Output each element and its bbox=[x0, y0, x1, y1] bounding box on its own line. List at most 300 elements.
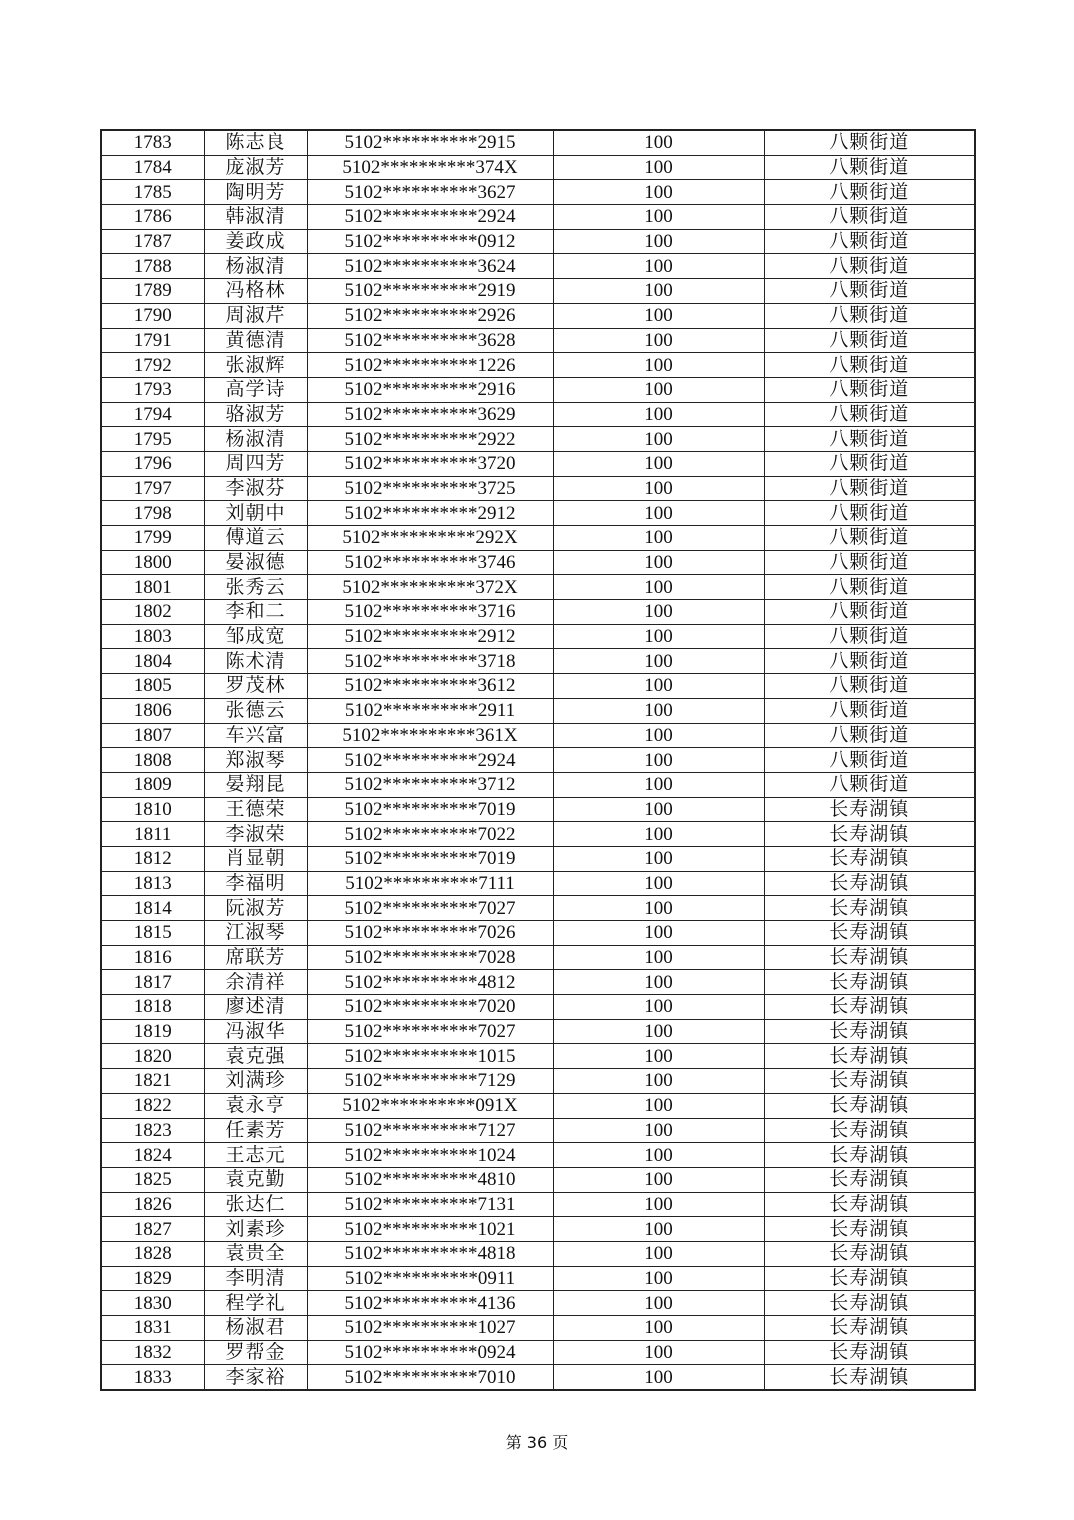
amount-cell: 100 bbox=[553, 723, 764, 748]
id-number-cell: 5102**********7111 bbox=[307, 871, 553, 896]
name-cell: 张达仁 bbox=[204, 1192, 307, 1217]
table-row bbox=[101, 649, 975, 674]
id-number-cell: 5102**********292X bbox=[307, 526, 553, 551]
name-cell: 袁克强 bbox=[204, 1044, 307, 1069]
area-cell: 长寿湖镇 bbox=[764, 945, 975, 970]
name-cell: 陈术清 bbox=[204, 649, 307, 674]
area-cell: 长寿湖镇 bbox=[764, 995, 975, 1020]
row-number-cell: 1815 bbox=[101, 921, 204, 946]
row-number-cell: 1788 bbox=[101, 254, 204, 279]
name-cell: 刘素珍 bbox=[204, 1217, 307, 1242]
amount-cell: 100 bbox=[553, 945, 764, 970]
name-cell: 张德云 bbox=[204, 698, 307, 723]
id-number-cell: 5102**********3720 bbox=[307, 451, 553, 476]
area-cell: 八颗街道 bbox=[764, 328, 975, 353]
name-cell: 李明清 bbox=[204, 1266, 307, 1291]
area-cell: 长寿湖镇 bbox=[764, 1118, 975, 1143]
name-cell: 骆淑芳 bbox=[204, 402, 307, 427]
amount-cell: 100 bbox=[553, 205, 764, 230]
amount-cell: 100 bbox=[553, 1316, 764, 1341]
amount-cell: 100 bbox=[553, 575, 764, 600]
amount-cell: 100 bbox=[553, 501, 764, 526]
row-number-cell: 1795 bbox=[101, 427, 204, 452]
name-cell: 李福明 bbox=[204, 871, 307, 896]
id-number-cell: 5102**********7019 bbox=[307, 846, 553, 871]
name-cell: 席联芳 bbox=[204, 945, 307, 970]
id-number-cell: 5102**********1015 bbox=[307, 1044, 553, 1069]
id-number-cell: 5102**********7028 bbox=[307, 945, 553, 970]
row-number-cell: 1821 bbox=[101, 1069, 204, 1094]
row-number-cell: 1811 bbox=[101, 822, 204, 847]
area-cell: 长寿湖镇 bbox=[764, 797, 975, 822]
table-row bbox=[101, 1241, 975, 1266]
area-cell: 八颗街道 bbox=[764, 229, 975, 254]
row-number-cell: 1816 bbox=[101, 945, 204, 970]
amount-cell: 100 bbox=[553, 748, 764, 773]
id-number-cell: 5102**********3624 bbox=[307, 254, 553, 279]
name-cell: 任素芳 bbox=[204, 1118, 307, 1143]
amount-cell: 100 bbox=[553, 995, 764, 1020]
row-number-cell: 1809 bbox=[101, 772, 204, 797]
name-cell: 王志元 bbox=[204, 1143, 307, 1168]
id-number-cell: 5102**********7127 bbox=[307, 1118, 553, 1143]
table-row bbox=[101, 303, 975, 328]
id-number-cell: 5102**********4812 bbox=[307, 970, 553, 995]
name-cell: 袁贵全 bbox=[204, 1241, 307, 1266]
id-number-cell: 5102**********3716 bbox=[307, 600, 553, 625]
row-number-cell: 1822 bbox=[101, 1093, 204, 1118]
name-cell: 晏淑德 bbox=[204, 550, 307, 575]
table-row bbox=[101, 1340, 975, 1365]
name-cell: 张秀云 bbox=[204, 575, 307, 600]
row-number-cell: 1798 bbox=[101, 501, 204, 526]
name-cell: 刘满珍 bbox=[204, 1069, 307, 1094]
area-cell: 长寿湖镇 bbox=[764, 846, 975, 871]
name-cell: 袁克勤 bbox=[204, 1167, 307, 1192]
amount-cell: 100 bbox=[553, 550, 764, 575]
id-number-cell: 5102**********4818 bbox=[307, 1241, 553, 1266]
name-cell: 冯格林 bbox=[204, 279, 307, 304]
area-cell: 长寿湖镇 bbox=[764, 1093, 975, 1118]
id-number-cell: 5102**********2912 bbox=[307, 624, 553, 649]
roster-table bbox=[100, 129, 976, 1391]
name-cell: 车兴富 bbox=[204, 723, 307, 748]
row-number-cell: 1799 bbox=[101, 526, 204, 551]
id-number-cell: 5102**********2922 bbox=[307, 427, 553, 452]
area-cell: 长寿湖镇 bbox=[764, 1266, 975, 1291]
amount-cell: 100 bbox=[553, 1291, 764, 1316]
area-cell: 八颗街道 bbox=[764, 748, 975, 773]
area-cell: 长寿湖镇 bbox=[764, 1192, 975, 1217]
name-cell: 周淑芹 bbox=[204, 303, 307, 328]
amount-cell: 100 bbox=[553, 1118, 764, 1143]
amount-cell: 100 bbox=[553, 155, 764, 180]
table-row bbox=[101, 1266, 975, 1291]
id-number-cell: 5102**********2912 bbox=[307, 501, 553, 526]
page-number: 第 36 页 bbox=[505, 1433, 569, 1452]
table-row bbox=[101, 427, 975, 452]
amount-cell: 100 bbox=[553, 674, 764, 699]
name-cell: 黄德清 bbox=[204, 328, 307, 353]
area-cell: 长寿湖镇 bbox=[764, 1365, 975, 1390]
name-cell: 李淑荣 bbox=[204, 822, 307, 847]
name-cell: 庞淑芳 bbox=[204, 155, 307, 180]
row-number-cell: 1785 bbox=[101, 180, 204, 205]
area-cell: 八颗街道 bbox=[764, 526, 975, 551]
id-number-cell: 5102**********4136 bbox=[307, 1291, 553, 1316]
area-cell: 长寿湖镇 bbox=[764, 1316, 975, 1341]
table-row bbox=[101, 1316, 975, 1341]
row-number-cell: 1806 bbox=[101, 698, 204, 723]
area-cell: 八颗街道 bbox=[764, 550, 975, 575]
name-cell: 姜政成 bbox=[204, 229, 307, 254]
area-cell: 八颗街道 bbox=[764, 476, 975, 501]
id-number-cell: 5102**********2915 bbox=[307, 130, 553, 155]
area-cell: 长寿湖镇 bbox=[764, 921, 975, 946]
area-cell: 长寿湖镇 bbox=[764, 871, 975, 896]
name-cell: 韩淑清 bbox=[204, 205, 307, 230]
name-cell: 李淑芬 bbox=[204, 476, 307, 501]
id-number-cell: 5102**********3725 bbox=[307, 476, 553, 501]
row-number-cell: 1789 bbox=[101, 279, 204, 304]
table-row bbox=[101, 995, 975, 1020]
area-cell: 八颗街道 bbox=[764, 254, 975, 279]
table-row bbox=[101, 1118, 975, 1143]
row-number-cell: 1828 bbox=[101, 1241, 204, 1266]
name-cell: 冯淑华 bbox=[204, 1019, 307, 1044]
area-cell: 长寿湖镇 bbox=[764, 822, 975, 847]
area-cell: 八颗街道 bbox=[764, 698, 975, 723]
table-row bbox=[101, 1143, 975, 1168]
table-row bbox=[101, 748, 975, 773]
area-cell: 长寿湖镇 bbox=[764, 1291, 975, 1316]
amount-cell: 100 bbox=[553, 649, 764, 674]
row-number-cell: 1784 bbox=[101, 155, 204, 180]
row-number-cell: 1803 bbox=[101, 624, 204, 649]
name-cell: 邹成宽 bbox=[204, 624, 307, 649]
area-cell: 八颗街道 bbox=[764, 353, 975, 378]
area-cell: 八颗街道 bbox=[764, 279, 975, 304]
id-number-cell: 5102**********7026 bbox=[307, 921, 553, 946]
id-number-cell: 5102**********7022 bbox=[307, 822, 553, 847]
row-number-cell: 1823 bbox=[101, 1118, 204, 1143]
amount-cell: 100 bbox=[553, 698, 764, 723]
amount-cell: 100 bbox=[553, 427, 764, 452]
id-number-cell: 5102**********4810 bbox=[307, 1167, 553, 1192]
table-row bbox=[101, 402, 975, 427]
amount-cell: 100 bbox=[553, 1217, 764, 1242]
table-row bbox=[101, 575, 975, 600]
id-number-cell: 5102**********3628 bbox=[307, 328, 553, 353]
row-number-cell: 1813 bbox=[101, 871, 204, 896]
amount-cell: 100 bbox=[553, 180, 764, 205]
table-row bbox=[101, 130, 975, 155]
id-number-cell: 5102**********3612 bbox=[307, 674, 553, 699]
area-cell: 长寿湖镇 bbox=[764, 1340, 975, 1365]
name-cell: 江淑琴 bbox=[204, 921, 307, 946]
amount-cell: 100 bbox=[553, 254, 764, 279]
amount-cell: 100 bbox=[553, 1069, 764, 1094]
name-cell: 罗茂林 bbox=[204, 674, 307, 699]
id-number-cell: 5102**********3712 bbox=[307, 772, 553, 797]
table-row bbox=[101, 451, 975, 476]
amount-cell: 100 bbox=[553, 328, 764, 353]
id-number-cell: 5102**********2911 bbox=[307, 698, 553, 723]
area-cell: 八颗街道 bbox=[764, 600, 975, 625]
row-number-cell: 1794 bbox=[101, 402, 204, 427]
row-number-cell: 1820 bbox=[101, 1044, 204, 1069]
area-cell: 长寿湖镇 bbox=[764, 1069, 975, 1094]
name-cell: 袁永亨 bbox=[204, 1093, 307, 1118]
table-row bbox=[101, 674, 975, 699]
name-cell: 刘朝中 bbox=[204, 501, 307, 526]
name-cell: 陈志良 bbox=[204, 130, 307, 155]
row-number-cell: 1783 bbox=[101, 130, 204, 155]
area-cell: 八颗街道 bbox=[764, 575, 975, 600]
row-number-cell: 1812 bbox=[101, 846, 204, 871]
table-row bbox=[101, 476, 975, 501]
area-cell: 八颗街道 bbox=[764, 180, 975, 205]
amount-cell: 100 bbox=[553, 353, 764, 378]
name-cell: 程学礼 bbox=[204, 1291, 307, 1316]
name-cell: 傅道云 bbox=[204, 526, 307, 551]
id-number-cell: 5102**********372X bbox=[307, 575, 553, 600]
amount-cell: 100 bbox=[553, 130, 764, 155]
area-cell: 长寿湖镇 bbox=[764, 1217, 975, 1242]
id-number-cell: 5102**********7131 bbox=[307, 1192, 553, 1217]
row-number-cell: 1808 bbox=[101, 748, 204, 773]
id-number-cell: 5102**********1021 bbox=[307, 1217, 553, 1242]
row-number-cell: 1804 bbox=[101, 649, 204, 674]
row-number-cell: 1819 bbox=[101, 1019, 204, 1044]
id-number-cell: 5102**********1024 bbox=[307, 1143, 553, 1168]
amount-cell: 100 bbox=[553, 921, 764, 946]
amount-cell: 100 bbox=[553, 402, 764, 427]
amount-cell: 100 bbox=[553, 1167, 764, 1192]
area-cell: 长寿湖镇 bbox=[764, 1044, 975, 1069]
table-row bbox=[101, 205, 975, 230]
row-number-cell: 1814 bbox=[101, 896, 204, 921]
table-row bbox=[101, 1192, 975, 1217]
row-number-cell: 1832 bbox=[101, 1340, 204, 1365]
table-row bbox=[101, 526, 975, 551]
row-number-cell: 1787 bbox=[101, 229, 204, 254]
name-cell: 张淑辉 bbox=[204, 353, 307, 378]
amount-cell: 100 bbox=[553, 1241, 764, 1266]
row-number-cell: 1807 bbox=[101, 723, 204, 748]
table-row bbox=[101, 1217, 975, 1242]
amount-cell: 100 bbox=[553, 1044, 764, 1069]
table-row bbox=[101, 970, 975, 995]
row-number-cell: 1830 bbox=[101, 1291, 204, 1316]
table-row bbox=[101, 1093, 975, 1118]
row-number-cell: 1825 bbox=[101, 1167, 204, 1192]
amount-cell: 100 bbox=[553, 970, 764, 995]
id-number-cell: 5102**********2926 bbox=[307, 303, 553, 328]
name-cell: 廖述清 bbox=[204, 995, 307, 1020]
amount-cell: 100 bbox=[553, 797, 764, 822]
amount-cell: 100 bbox=[553, 229, 764, 254]
row-number-cell: 1817 bbox=[101, 970, 204, 995]
table-row bbox=[101, 871, 975, 896]
row-number-cell: 1818 bbox=[101, 995, 204, 1020]
table-row bbox=[101, 501, 975, 526]
id-number-cell: 5102**********7019 bbox=[307, 797, 553, 822]
amount-cell: 100 bbox=[553, 1192, 764, 1217]
area-cell: 八颗街道 bbox=[764, 427, 975, 452]
table-row bbox=[101, 254, 975, 279]
name-cell: 陶明芳 bbox=[204, 180, 307, 205]
table-row bbox=[101, 1019, 975, 1044]
amount-cell: 100 bbox=[553, 600, 764, 625]
name-cell: 郑淑琴 bbox=[204, 748, 307, 773]
area-cell: 长寿湖镇 bbox=[764, 1019, 975, 1044]
id-number-cell: 5102**********7027 bbox=[307, 896, 553, 921]
table-row bbox=[101, 723, 975, 748]
row-number-cell: 1805 bbox=[101, 674, 204, 699]
row-number-cell: 1833 bbox=[101, 1365, 204, 1390]
area-cell: 长寿湖镇 bbox=[764, 1143, 975, 1168]
table-row bbox=[101, 180, 975, 205]
id-number-cell: 5102**********0924 bbox=[307, 1340, 553, 1365]
roster-table-body bbox=[101, 130, 975, 1390]
row-number-cell: 1792 bbox=[101, 353, 204, 378]
id-number-cell: 5102**********7129 bbox=[307, 1069, 553, 1094]
row-number-cell: 1831 bbox=[101, 1316, 204, 1341]
amount-cell: 100 bbox=[553, 451, 764, 476]
area-cell: 八颗街道 bbox=[764, 451, 975, 476]
amount-cell: 100 bbox=[553, 896, 764, 921]
table-row bbox=[101, 600, 975, 625]
amount-cell: 100 bbox=[553, 772, 764, 797]
amount-cell: 100 bbox=[553, 871, 764, 896]
name-cell: 肖显朝 bbox=[204, 846, 307, 871]
id-number-cell: 5102**********1027 bbox=[307, 1316, 553, 1341]
name-cell: 高学诗 bbox=[204, 377, 307, 402]
table-row bbox=[101, 846, 975, 871]
row-number-cell: 1797 bbox=[101, 476, 204, 501]
id-number-cell: 5102**********7010 bbox=[307, 1365, 553, 1390]
name-cell: 晏翔昆 bbox=[204, 772, 307, 797]
table-row bbox=[101, 698, 975, 723]
name-cell: 杨淑清 bbox=[204, 427, 307, 452]
table-row bbox=[101, 1044, 975, 1069]
table-row bbox=[101, 772, 975, 797]
amount-cell: 100 bbox=[553, 822, 764, 847]
table-row bbox=[101, 896, 975, 921]
area-cell: 八颗街道 bbox=[764, 674, 975, 699]
row-number-cell: 1826 bbox=[101, 1192, 204, 1217]
table-row bbox=[101, 624, 975, 649]
id-number-cell: 5102**********2924 bbox=[307, 748, 553, 773]
table-row bbox=[101, 1291, 975, 1316]
amount-cell: 100 bbox=[553, 1340, 764, 1365]
row-number-cell: 1802 bbox=[101, 600, 204, 625]
area-cell: 八颗街道 bbox=[764, 130, 975, 155]
id-number-cell: 5102**********2916 bbox=[307, 377, 553, 402]
id-number-cell: 5102**********3629 bbox=[307, 402, 553, 427]
area-cell: 长寿湖镇 bbox=[764, 970, 975, 995]
area-cell: 八颗街道 bbox=[764, 649, 975, 674]
amount-cell: 100 bbox=[553, 1365, 764, 1390]
name-cell: 罗帮金 bbox=[204, 1340, 307, 1365]
area-cell: 八颗街道 bbox=[764, 723, 975, 748]
table-row bbox=[101, 1069, 975, 1094]
area-cell: 长寿湖镇 bbox=[764, 1167, 975, 1192]
name-cell: 李和二 bbox=[204, 600, 307, 625]
amount-cell: 100 bbox=[553, 1266, 764, 1291]
name-cell: 李家裕 bbox=[204, 1365, 307, 1390]
amount-cell: 100 bbox=[553, 526, 764, 551]
id-number-cell: 5102**********7027 bbox=[307, 1019, 553, 1044]
area-cell: 长寿湖镇 bbox=[764, 896, 975, 921]
area-cell: 八颗街道 bbox=[764, 402, 975, 427]
id-number-cell: 5102**********3746 bbox=[307, 550, 553, 575]
name-cell: 周四芳 bbox=[204, 451, 307, 476]
id-number-cell: 5102**********3718 bbox=[307, 649, 553, 674]
area-cell: 八颗街道 bbox=[764, 772, 975, 797]
table-row bbox=[101, 550, 975, 575]
row-number-cell: 1824 bbox=[101, 1143, 204, 1168]
table-row bbox=[101, 155, 975, 180]
row-number-cell: 1810 bbox=[101, 797, 204, 822]
amount-cell: 100 bbox=[553, 846, 764, 871]
id-number-cell: 5102**********7020 bbox=[307, 995, 553, 1020]
row-number-cell: 1829 bbox=[101, 1266, 204, 1291]
area-cell: 八颗街道 bbox=[764, 205, 975, 230]
table-row bbox=[101, 1365, 975, 1390]
table-row bbox=[101, 229, 975, 254]
row-number-cell: 1801 bbox=[101, 575, 204, 600]
id-number-cell: 5102**********2924 bbox=[307, 205, 553, 230]
id-number-cell: 5102**********2919 bbox=[307, 279, 553, 304]
amount-cell: 100 bbox=[553, 476, 764, 501]
name-cell: 阮淑芳 bbox=[204, 896, 307, 921]
name-cell: 王德荣 bbox=[204, 797, 307, 822]
amount-cell: 100 bbox=[553, 279, 764, 304]
table-row bbox=[101, 921, 975, 946]
area-cell: 八颗街道 bbox=[764, 377, 975, 402]
row-number-cell: 1796 bbox=[101, 451, 204, 476]
id-number-cell: 5102**********0911 bbox=[307, 1266, 553, 1291]
row-number-cell: 1800 bbox=[101, 550, 204, 575]
row-number-cell: 1790 bbox=[101, 303, 204, 328]
amount-cell: 100 bbox=[553, 377, 764, 402]
name-cell: 杨淑君 bbox=[204, 1316, 307, 1341]
table-row bbox=[101, 945, 975, 970]
table-row bbox=[101, 1167, 975, 1192]
table-row bbox=[101, 353, 975, 378]
area-cell: 八颗街道 bbox=[764, 501, 975, 526]
area-cell: 八颗街道 bbox=[764, 624, 975, 649]
amount-cell: 100 bbox=[553, 1143, 764, 1168]
table-row bbox=[101, 328, 975, 353]
id-number-cell: 5102**********091X bbox=[307, 1093, 553, 1118]
amount-cell: 100 bbox=[553, 1093, 764, 1118]
id-number-cell: 5102**********1226 bbox=[307, 353, 553, 378]
table-row bbox=[101, 822, 975, 847]
row-number-cell: 1827 bbox=[101, 1217, 204, 1242]
amount-cell: 100 bbox=[553, 1019, 764, 1044]
id-number-cell: 5102**********3627 bbox=[307, 180, 553, 205]
name-cell: 余清祥 bbox=[204, 970, 307, 995]
row-number-cell: 1793 bbox=[101, 377, 204, 402]
amount-cell: 100 bbox=[553, 303, 764, 328]
amount-cell: 100 bbox=[553, 624, 764, 649]
name-cell: 杨淑清 bbox=[204, 254, 307, 279]
row-number-cell: 1786 bbox=[101, 205, 204, 230]
table-row bbox=[101, 279, 975, 304]
